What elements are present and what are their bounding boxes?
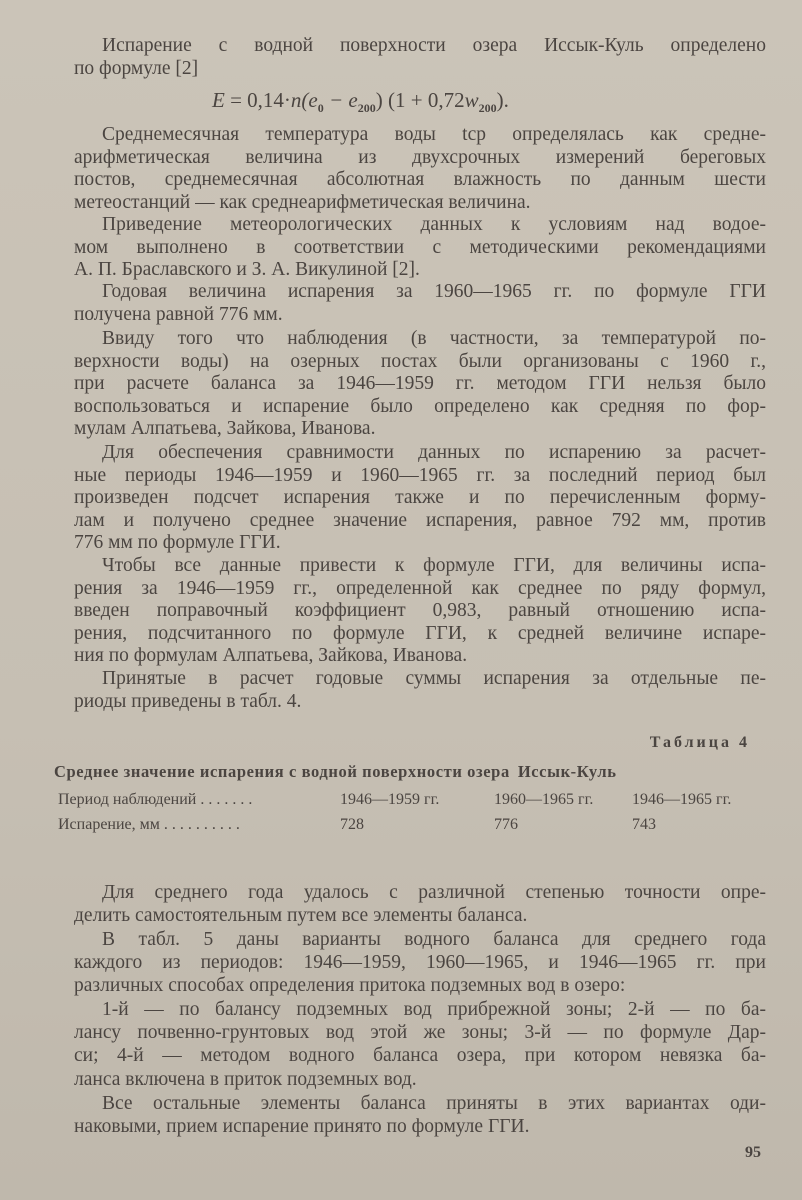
paragraph — [74, 35, 766, 80]
text-line: ные периоды 1946—1959 и 1960—1965 гг. за последний период был — [74, 464, 766, 486]
paragraph — [74, 881, 766, 927]
table-caption: Таблица 4 — [649, 734, 750, 751]
text-line: Для среднего года удалось с различной степенью точности опре- — [102, 882, 766, 903]
paragraph — [74, 928, 766, 998]
text-line: постов, среднемесячная абсолютная влажность по данным шести — [74, 169, 766, 190]
text-line: Принятые в расчет годовые суммы испарения за отдельные пе- — [102, 668, 766, 689]
text-line: Чтобы все данные привести к формуле ГГИ, для величины испа- — [102, 555, 766, 576]
text-line: Приведение метеорологических данных к условиям над водое- — [102, 214, 766, 235]
evaporation-formula: $E = 0,14\cdot n(e_0 - e_{200}) (1 + 0,72w_{200})$. — [212, 88, 509, 116]
text-line: метеостанций — как среднеарифметическая величина. — [74, 191, 531, 213]
paragraph — [74, 214, 766, 282]
text-line: при расчете баланса за 1946—1959 гг. методом ГГИ нельзя было — [74, 373, 766, 394]
paragraph — [74, 442, 766, 555]
text-line: лам и получено среднее значение испарения, равное 792 мм, против — [74, 509, 766, 531]
table-row: Период наблюдений . . . . . . . 1946—1959 гг. 1960—1965 гг. 1946—1965 гг. — [58, 791, 732, 808]
text-line: Ввиду того что наблюдения (в частности, за температурой по- — [102, 328, 766, 349]
text-line: произведен подсчет испарения также и по перечисленным форму- — [74, 487, 766, 508]
paragraph — [74, 328, 766, 441]
text-line: Для обеспечения сравнимости данных по испарению за расчет- — [102, 442, 766, 463]
text-line: ния по формулам Алпатьева, Зайкова, Иванова. — [74, 645, 468, 666]
text-line: каждого из периодов: 1946—1959, 1960—1965, и 1946—1965 гг. при — [74, 952, 766, 974]
text-line: 1-й — по балансу подземных вод прибрежной зоны; 2-й — по ба- — [102, 999, 766, 1020]
paragraph — [74, 668, 766, 713]
text-line: по формуле [2] — [74, 57, 199, 79]
text-line: Все остальные элементы баланса приняты в этих вариантах оди- — [102, 1093, 766, 1114]
table-row: Испарение, мм . . . . . . . . . . 728 776 743 — [58, 816, 656, 833]
text-line: риоды приведены в табл. 4. — [74, 690, 302, 712]
text-line: лансу почвенно-грунтовых вод этой же зоны; 3-й — по формуле Дар- — [74, 1022, 766, 1044]
table-title: Среднее значение испарения с водной поверхности озера Иссык-Куль — [54, 762, 617, 781]
text-line: мулам Алпатьева, Зайкова, Иванова. — [74, 418, 376, 439]
paragraph — [74, 281, 766, 326]
text-line: наковыми, прием испарение принято по формуле ГГИ. — [74, 1116, 530, 1138]
text-line: получена равной 776 мм. — [74, 303, 283, 325]
page-number: 95 — [745, 1144, 761, 1161]
text-line: верхности воды) на озерных постах были организованы с 1960 г., — [74, 350, 766, 372]
text-line: 776 мм по формуле ГГИ. — [74, 532, 281, 553]
text-line: А. П. Браславского и З. А. Викулиной [2]. — [74, 259, 420, 280]
paragraph — [74, 555, 766, 668]
text-line: Среднемесячная температура воды tср определялась как средне- — [102, 124, 766, 145]
text-line: ланса включена в приток подземных вод. — [74, 1068, 417, 1090]
text-line: Испарение с водной поверхности озера Иссык-Куль определено — [102, 35, 766, 56]
text-line: введен поправочный коэффициент 0,983, равный отношению испа- — [74, 600, 766, 621]
paragraph — [74, 124, 766, 214]
text-line: делить самостоятельным путем все элементы баланса. — [74, 905, 528, 927]
paragraph — [74, 998, 766, 1091]
text-line: мом выполнено в соответствии с методическими рекомендациями — [74, 236, 766, 258]
paragraph — [74, 1092, 766, 1138]
text-line: арифметическая величина из двухсрочных измерений береговых — [74, 146, 766, 168]
text-line: рения за 1946—1959 гг., определенной как среднее по ряду формул, — [74, 577, 766, 599]
text-line: рения, подсчитанного по формуле ГГИ, к средней величине испаре- — [74, 622, 766, 644]
text-line: Годовая величина испарения за 1960—1965 гг. по формуле ГГИ — [102, 281, 766, 302]
text-line: В табл. 5 даны варианты водного баланса для среднего года — [102, 929, 766, 950]
text-line: различных способах определения притока подземных вод в озеро: — [74, 975, 626, 997]
text-line: воспользоваться и испарение было определено как средняя по фор- — [74, 395, 766, 417]
text-line: си; 4-й — методом водного баланса озера, при котором невязка ба- — [74, 1045, 766, 1067]
